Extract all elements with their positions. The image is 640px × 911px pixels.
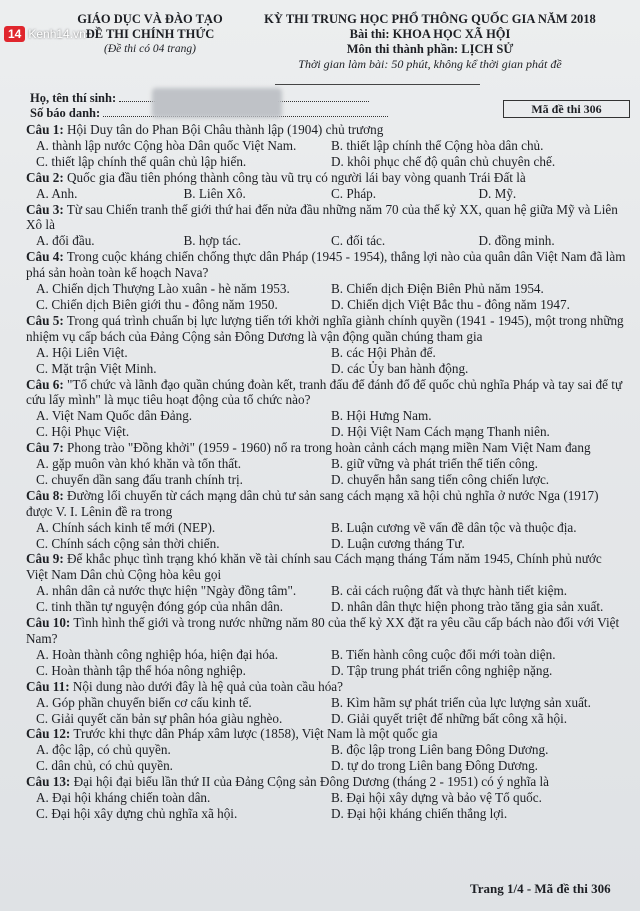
question-stem	[26, 249, 626, 281]
answer-option[interactable]: B. các Hội Phản đế.	[331, 344, 436, 360]
question-stem	[26, 377, 626, 409]
answer-option[interactable]: C. Hoàn thành tập thể hóa nông nghiệp.	[36, 662, 246, 678]
question-stem	[26, 679, 626, 695]
option-row	[26, 154, 626, 170]
option-row	[26, 583, 626, 599]
answer-option[interactable]: A. Việt Nam Quốc dân Đảng.	[36, 408, 193, 424]
answer-option[interactable]: A. Chiến dịch Thượng Lào xuân - hè năm 1953.	[36, 281, 290, 297]
option-row	[26, 233, 626, 249]
answer-option[interactable]: A. Góp phần chuyển biến cơ cấu kinh tế.	[36, 694, 252, 710]
answer-option[interactable]: D. các Ủy ban hành động.	[331, 360, 469, 376]
question-text: Trước khi thực dân Pháp xâm lược (1858), Việt Nam là một quốc gia	[73, 726, 438, 742]
question-stem	[26, 170, 626, 186]
question-number: Câu 5:	[26, 312, 64, 328]
question-6	[26, 377, 626, 441]
question-number: Câu 3:	[26, 201, 64, 217]
question-text: Phong trào "Đồng khởi" (1959 - 1960) nổ ra trong hoàn cảnh cách mạng miền Nam Việt Nam đang	[67, 440, 591, 456]
question-text: Để khắc phục tình trạng khó khăn về tài chính sau Cách mạng tháng Tám năm 1945, Chính phủ nước Việt Nam Dân chủ Cộng hòa kêu gọi	[26, 551, 602, 583]
question-number: Câu 4:	[26, 249, 64, 265]
answer-option[interactable]: A. Anh.	[36, 185, 78, 201]
answer-option[interactable]: D. tự do trong Liên bang Đông Dương.	[331, 758, 538, 774]
answer-option[interactable]: B. Tiến hành công cuộc đổi mới toàn diện.	[331, 646, 556, 662]
option-row	[26, 742, 626, 758]
answer-option[interactable]: B. độc lập trong Liên bang Đông Dương.	[331, 742, 549, 758]
question-text: Nội dung nào dưới đây là hệ quả của toàn cầu hóa?	[72, 678, 343, 694]
question-stem	[26, 122, 626, 138]
question-1	[26, 122, 626, 170]
question-number: Câu 10:	[26, 615, 71, 631]
page-count-note: (Đề thi có 04 trang)	[104, 43, 196, 55]
question-number: Câu 12:	[26, 726, 71, 742]
question-8	[26, 488, 626, 552]
option-row	[26, 758, 626, 774]
option-row	[26, 186, 626, 202]
question-2	[26, 170, 626, 202]
exam-duration: Thời gian làm bài: 50 phút, không kể thời gian phát đề	[298, 57, 562, 71]
question-text: "Tổ chức và lãnh đạo quần chúng đoàn kết, tranh đấu để đánh đổ đế quốc chủ nghĩa Pháp và tay sai để tự cứu lấy mình" là mục tiêu hoạt động của tổ chức nào?	[26, 376, 623, 408]
question-5	[26, 313, 626, 377]
option-row	[26, 424, 626, 440]
answer-option[interactable]: A. thành lập nước Cộng hòa Dân quốc Việt Nam.	[36, 137, 297, 153]
question-text: Tình hình thế giới và trong nước những năm 80 của thế kỷ XX đặt ra yêu cầu cấp bách nào đối với Việt Nam?	[26, 615, 620, 646]
option-row	[26, 806, 626, 822]
ministry-header	[50, 12, 250, 57]
answer-option[interactable]: B. Hội Hưng Nam.	[331, 408, 432, 424]
answer-option[interactable]: C. Pháp.	[331, 185, 377, 201]
question-number: Câu 6:	[26, 376, 64, 392]
ministry-name: GIÁO DỤC VÀ ĐÀO TẠO	[77, 12, 223, 26]
question-number: Câu 2:	[26, 169, 64, 185]
question-11	[26, 679, 626, 727]
answer-option[interactable]: A. đối đầu.	[36, 233, 95, 249]
answer-option[interactable]: B. Kìm hãm sự phát triển của lực lượng sản xuất.	[331, 694, 591, 710]
question-7	[26, 440, 626, 488]
answer-option[interactable]: A. Chính sách kinh tế mới (NEP).	[36, 519, 216, 535]
answer-option[interactable]: C. Mặt trận Việt Minh.	[36, 360, 157, 376]
answer-option[interactable]: A. độc lập, có chủ quyền.	[36, 742, 171, 758]
question-text: Đại hội đại biểu lần thứ II của Đảng Cộng sản Đông Dương (tháng 2 - 1951) có ý nghĩa là	[73, 774, 550, 790]
question-stem	[26, 551, 626, 583]
question-text: Hội Duy tân do Phan Bội Châu thành lập (1904) chủ trương	[67, 122, 384, 137]
answer-option[interactable]: D. Chiến dịch Việt Bắc thu - đông năm 1947.	[331, 296, 570, 312]
exam-code-box: Mã đề thi 306	[503, 100, 630, 118]
answer-option[interactable]: B. Đại hội xây dựng và bảo vệ Tổ quốc.	[331, 790, 542, 806]
option-row	[26, 345, 626, 361]
candidate-id-label: Số báo danh:	[30, 106, 101, 120]
question-stem	[26, 313, 626, 345]
question-stem	[26, 202, 626, 234]
option-row	[26, 472, 626, 488]
exam-title: KỲ THI TRUNG HỌC PHỔ THÔNG QUỐC GIA NĂM 2018	[264, 12, 596, 26]
answer-option[interactable]: A. Đại hội kháng chiến toàn dân.	[36, 790, 211, 806]
answer-option[interactable]: D. Luận cương tháng Tư.	[331, 535, 465, 551]
answer-option[interactable]: C. Hội Phục Việt.	[36, 424, 130, 440]
exam-subject: Bài thi: KHOA HỌC XÃ HỘI	[349, 27, 511, 41]
answer-option[interactable]: D. Tập trung phát triển công nghiệp nặng.	[331, 662, 553, 678]
answer-option[interactable]: D. chuyển hẳn sang tiến công chiến lược.	[331, 471, 550, 487]
option-row	[26, 138, 626, 154]
option-row	[26, 408, 626, 424]
answer-option[interactable]: B. cải cách ruộng đất và thực hành tiết kiệm.	[331, 583, 568, 599]
option-row	[26, 281, 626, 297]
answer-option[interactable]: C. Chính sách cộng sản thời chiến.	[36, 535, 220, 551]
header-divider	[275, 84, 480, 85]
option-row	[26, 456, 626, 472]
question-text: Từ sau Chiến tranh thế giới thứ hai đến nửa đầu những năm 70 của thế kỷ XX, quan hệ giữa Mỹ và Liên Xô là	[26, 201, 618, 233]
question-list	[26, 122, 626, 822]
option-row	[26, 711, 626, 727]
answer-option[interactable]: B. giữ vững và phát triển thế tiến công.	[331, 456, 538, 472]
option-row	[26, 536, 626, 552]
answer-option[interactable]: B. thiết lập chính thể Cộng hòa dân chủ.	[331, 137, 544, 153]
question-stem	[26, 774, 626, 790]
answer-option[interactable]: C. dân chủ, có chủ quyền.	[36, 758, 173, 774]
answer-option[interactable]: B. Luận cương về vấn đề dân tộc và thuộc địa.	[331, 519, 577, 535]
question-number: Câu 7:	[26, 440, 64, 456]
answer-option[interactable]: D. Hội Việt Nam Cách mạng Thanh niên.	[331, 424, 550, 440]
answer-option[interactable]: A. Hoàn thành công nghiệp hóa, hiện đại hóa.	[36, 646, 279, 662]
option-row	[26, 361, 626, 377]
exam-header	[225, 12, 635, 72]
answer-option[interactable]: C. Giải quyết căn bản sự phân hóa giàu nghèo.	[36, 710, 283, 726]
option-row	[26, 520, 626, 536]
answer-option[interactable]: B. Liên Xô.	[183, 185, 246, 201]
answer-option[interactable]: B. hợp tác.	[183, 233, 242, 249]
answer-option[interactable]: D. Mỹ.	[478, 185, 517, 201]
question-stem	[26, 488, 626, 520]
option-row	[26, 599, 626, 615]
answer-option[interactable]: A. nhân dân cả nước thực hiện "Ngày đồng tâm".	[36, 583, 297, 599]
question-3	[26, 202, 626, 250]
question-12	[26, 726, 626, 774]
answer-option[interactable]: D. nhân dân thực hiện phong trào tăng gia sản xuất.	[331, 599, 604, 615]
question-text: Quốc gia đầu tiên phóng thành công tàu vũ trụ có người lái bay vòng quanh Trái Đất là	[67, 169, 526, 185]
question-number: Câu 13:	[26, 774, 71, 790]
answer-option[interactable]: C. Đại hội xây dựng chủ nghĩa xã hội.	[36, 805, 238, 821]
question-text: Trong quá trình chuẩn bị lực lượng tiến tới khởi nghĩa giành chính quyền (1941 - 1945), một trong những nhiệm vụ cấp bách của Đảng Cộng sản Đông Dương là vận động quần chúng tham gia	[26, 312, 624, 344]
answer-option[interactable]: C. tinh thần tự nguyện đóng góp của nhân dân.	[36, 599, 284, 615]
question-13	[26, 774, 626, 822]
option-row	[26, 297, 626, 313]
official-exam-label: ĐỀ THI CHÍNH THỨC	[85, 27, 215, 41]
answer-option[interactable]: B. Chiến dịch Điện Biên Phủ năm 1954.	[331, 281, 544, 297]
exam-component: Môn thi thành phần: LỊCH SỬ	[346, 42, 514, 56]
answer-option[interactable]: D. khôi phục chế độ quân chủ chuyên chế.	[331, 153, 556, 169]
candidate-name-label: Họ, tên thí sinh:	[30, 91, 117, 105]
logo-badge: 14	[4, 26, 25, 42]
answer-option[interactable]: C. thiết lập chính thể quân chủ lập hiến.	[36, 153, 247, 169]
question-number: Câu 1:	[26, 122, 64, 137]
option-row	[26, 663, 626, 679]
option-row	[26, 695, 626, 711]
answer-option[interactable]: A. gặp muôn vàn khó khăn và tổn thất.	[36, 456, 242, 472]
question-stem	[26, 726, 626, 742]
question-number: Câu 8:	[26, 487, 64, 503]
question-4	[26, 249, 626, 313]
question-9	[26, 551, 626, 615]
answer-option[interactable]: C. chuyển dần sang đấu tranh chính trị.	[36, 471, 243, 487]
question-10	[26, 615, 626, 679]
answer-option[interactable]: D. Giải quyết triệt để những bất công xã hội.	[331, 710, 568, 726]
question-number: Câu 9:	[26, 551, 64, 567]
question-text: Đường lối chuyển từ cách mạng dân chủ tư sản sang cách mạng xã hội chủ nghĩa ở nước Nga (1917) được V. I. Lênin đề ra trong	[26, 487, 599, 519]
question-text: Trong cuộc kháng chiến chống thực dân Pháp (1945 - 1954), thắng lợi nào của quân dân Việt Nam đã làm phá sản hoàn toàn kế hoạch Nava?	[26, 249, 626, 281]
page-footer: Trang 1/4 - Mã đề thi 306	[470, 881, 611, 896]
question-number: Câu 11:	[26, 678, 70, 694]
logo-name: Kenh14.vn	[28, 27, 86, 41]
redacted-name	[152, 88, 282, 118]
answer-option[interactable]: C. đối tác.	[331, 233, 386, 249]
question-stem	[26, 615, 626, 647]
answer-option[interactable]: A. Hội Liên Việt.	[36, 344, 128, 360]
option-row	[26, 647, 626, 663]
option-row	[26, 790, 626, 806]
answer-option[interactable]: D. đồng minh.	[478, 233, 555, 249]
answer-option[interactable]: C. Chiến dịch Biên giới thu - đông năm 1950.	[36, 296, 278, 312]
answer-option[interactable]: D. Đại hội kháng chiến thắng lợi.	[331, 805, 508, 821]
question-stem	[26, 440, 626, 456]
